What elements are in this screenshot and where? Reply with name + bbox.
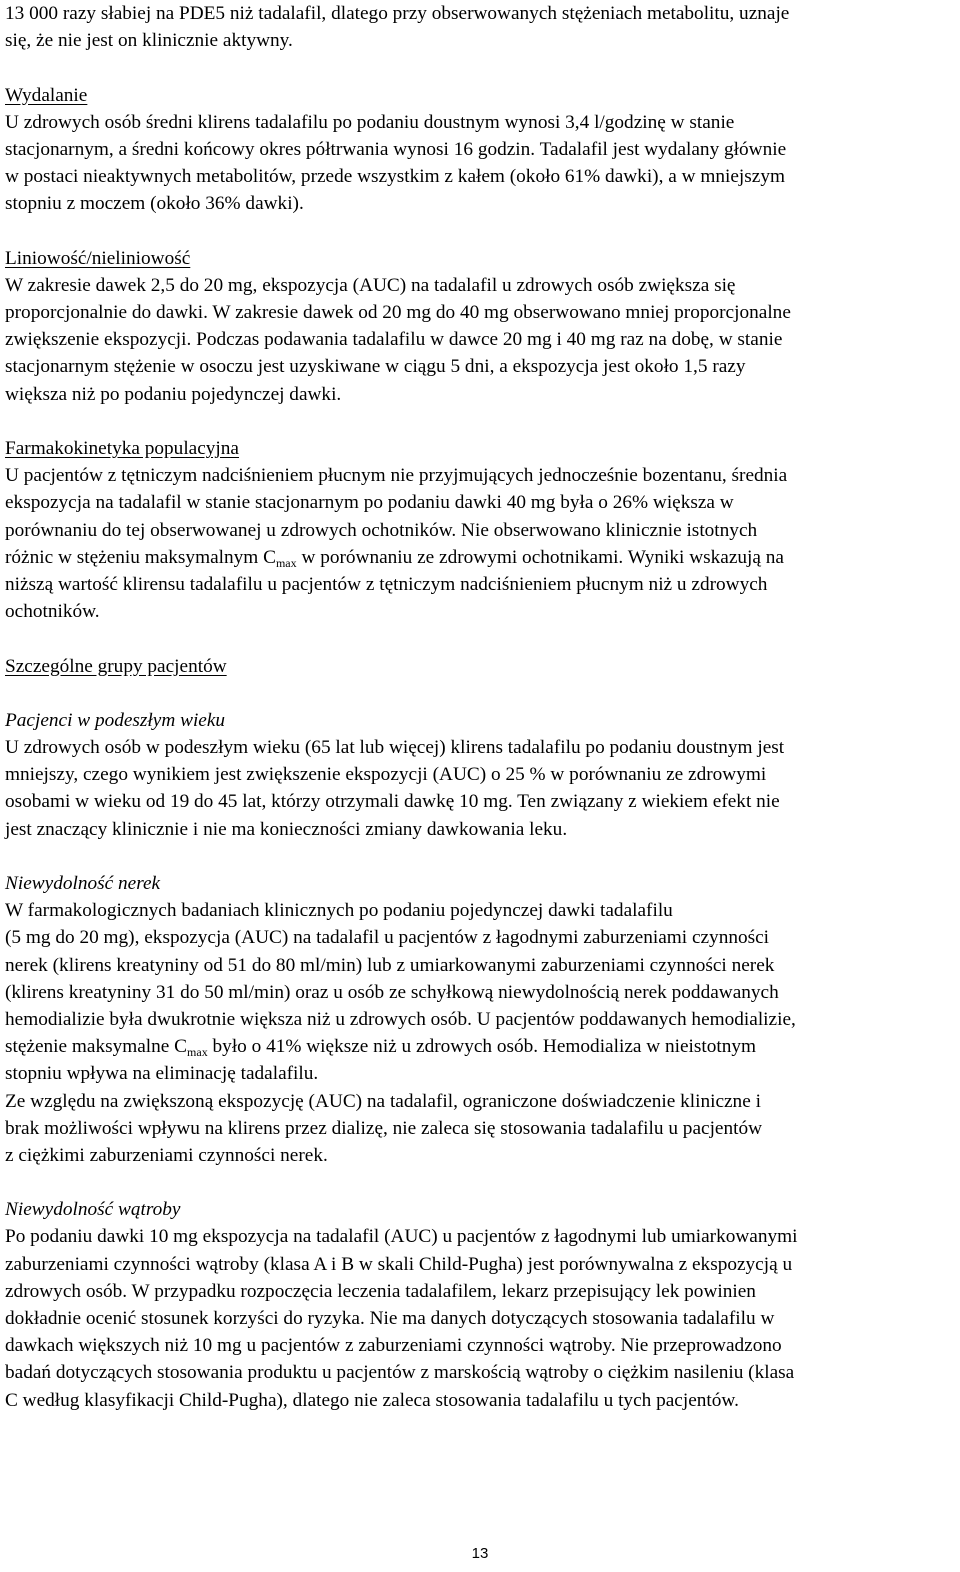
- text-line: hemodializie była dwukrotnie większa niż u zdrowych osób. U pacjentów poddawanych hemodializie,: [5, 1008, 796, 1030]
- text-line: dokładnie ocenić stosunek korzyści do ryzyka. Nie ma danych dotyczących stosowania tadalafilu w: [5, 1308, 775, 1329]
- text-line: W farmakologicznych badaniach klinicznych po podaniu pojedynczej dawki tadalafilu: [5, 900, 673, 922]
- text-line: stężenie maksymalne $C_{max}$ było o 41% większe niż u zdrowych osób. Hemodializa w nieistotnym: [5, 1036, 757, 1060]
- section-wiek: [5, 707, 953, 843]
- text-line: (5 mg do 20 mg), ekspozycja (AUC) na tadalafil u pacjentów z łagodnymi zaburzeniami czynności: [5, 927, 770, 949]
- text-line: jest znaczący klinicznie i nie ma konieczności zmiany dawkowania leku.: [5, 818, 568, 840]
- text-line: Ze względu na zwiększoną ekspozycję (AUC) na tadalafil, ograniczone doświadczenie kliniczne i: [5, 1090, 761, 1112]
- text-line: C według klasyfikacji Child-Pugha), dlatego nie zaleca stosowania tadalafilu u tych pacjentów.: [5, 1389, 739, 1411]
- section-farmakokinetyka: [5, 435, 953, 625]
- text-line: Po podaniu dawki 10 mg ekspozycja na tadalafil (AUC) u pacjentów z łagodnymi lub umiarkowanymi: [5, 1226, 798, 1248]
- text-line: większa niż po podaniu pojedynczej dawki.: [5, 383, 342, 405]
- text-line: zwiększenie ekspozycji. Podczas podawania tadalafilu w dawce 20 mg i 40 mg raz na dobę, w stanie: [5, 329, 783, 351]
- text-line: stacjonarnym, a średni końcowy okres półtrwania wynosi 16 godzin. Tadalafil jest wydalany głównie: [5, 138, 787, 160]
- text-line: badań dotyczących stosowania produktu u pacjentów z marskością wątroby o ciężkim nasileniu (klasa: [5, 1362, 795, 1384]
- text-line: ochotników.: [5, 601, 100, 623]
- section-wydalanie: [5, 82, 953, 218]
- subscript-max: max: [187, 1045, 208, 1060]
- text-line: U zdrowych osób średni klirens tadalafilu po podaniu doustnym wynosi 3,4 l/godzinę w stanie: [5, 111, 735, 133]
- section-liniowosc: [5, 245, 953, 408]
- text-line: ekspozycja na tadalafil w stanie stacjonarnym po podaniu dawki 40 mg była o 26% większa w: [5, 492, 734, 514]
- text-line: osobami w wieku od 19 do 45 lat, którzy otrzymali dawkę 10 mg. Ten związany z wiekiem efekt nie: [5, 791, 780, 813]
- text-line: brak możliwości wpływu na klirens przez dializę, nie zaleca się stosowania tadalafilu u pacjentów: [5, 1117, 763, 1139]
- text-line: w postaci nieaktywnych metabolitów, przede wszystkim z kałem (około 61% dawki), a w mniejszym: [5, 166, 785, 188]
- section-szczegolne: [5, 653, 953, 680]
- text-line: proporcjonalnie do dawki. W zakresie dawek od 20 mg do 40 mg obserwowano mniej proporcjonalne: [5, 302, 791, 324]
- section-heading: Wydalanie: [5, 84, 88, 106]
- text-line: mniejszy, czego wynikiem jest zwiększenie ekspozycji (AUC) o 25 % w porównaniu ze zdrowymi: [5, 764, 767, 786]
- text-line: nerek (klirens kreatyniny od 51 do 80 ml/min) lub z umiarkowanymi zaburzeniami czynności nerek: [5, 954, 775, 976]
- subsection-heading: Pacjenci w podeszłym wieku: [5, 709, 226, 731]
- text-line: stopniu wpływa na eliminację tadalafilu.: [5, 1063, 319, 1085]
- subsection-heading: Niewydolność wątroby: [5, 1199, 181, 1221]
- subscript-max: max: [275, 555, 297, 570]
- text-line: porównaniu do tej obserwowanej u zdrowych ochotników. Nie obserwowano klinicznie istotnych: [5, 519, 758, 541]
- text-line: z ciężkimi zaburzeniami czynności nerek.: [5, 1144, 328, 1166]
- text-line: dawkach większych niż 10 mg u pacjentów z zaburzeniami czynności wątroby. Nie przeprowadzono: [5, 1335, 782, 1357]
- section-watroba: [5, 1196, 953, 1414]
- text-line: zaburzeniami czynności wątroby (klasa A i B w skali Child-Pugha) jest porównywalna z ekspozycją u: [5, 1253, 793, 1275]
- text-line: różnic w stężeniu maksymalnym $C_{max}$ w porównaniu ze zdrowymi ochotnikami. Wyniki wskazują na: [5, 546, 784, 570]
- section-heading: Liniowość/nieliniowość: [5, 247, 191, 269]
- document-page: [5, 0, 953, 1414]
- subsection-heading: Niewydolność nerek: [5, 873, 161, 894]
- text-line: się, że nie jest on klinicznie aktywny.: [5, 30, 293, 52]
- section-heading: Szczególne grupy pacjentów: [5, 655, 227, 677]
- text-line: stacjonarnym stężenie w osoczu jest uzyskiwane w ciągu 5 dni, a ekspozycja jest około 1,5 razy: [5, 356, 746, 378]
- text-line: U zdrowych osób w podeszłym wieku (65 lat lub więcej) klirens tadalafilu po podaniu doustnym jest: [5, 737, 785, 759]
- intro-paragraph: [5, 0, 953, 54]
- page-number: 13: [471, 1545, 489, 1562]
- text-line: zdrowych osób. W przypadku rozpoczęcia leczenia tadalafilem, lekarz przepisujący lek powinien: [5, 1280, 756, 1302]
- section-nerki: [5, 870, 953, 1169]
- text-line: niższą wartość klirensu tadalafilu u pacjentów z tętniczym nadciśnieniem płucnym niż u zdrowych: [5, 573, 768, 595]
- section-heading: Farmakokinetyka populacyjna: [5, 438, 239, 459]
- text-line: U pacjentów z tętniczym nadciśnieniem płucnym nie przyjmujących jednocześnie bozentanu, średnia: [5, 465, 788, 487]
- text-line: (klirens kreatyniny 31 do 50 ml/min) oraz u osób ze schyłkową niewydolnością nerek poddawanych: [5, 981, 779, 1003]
- text-line: stopniu z moczem (około 36% dawki).: [5, 193, 304, 215]
- text-line: 13 000 razy słabiej na PDE5 niż tadalafil, dlatego przy obserwowanych stężeniach metabolitu, uznaje: [5, 3, 790, 24]
- text-line: W zakresie dawek 2,5 do 20 mg, ekspozycja (AUC) na tadalafil u zdrowych osób zwiększa się: [5, 274, 736, 296]
